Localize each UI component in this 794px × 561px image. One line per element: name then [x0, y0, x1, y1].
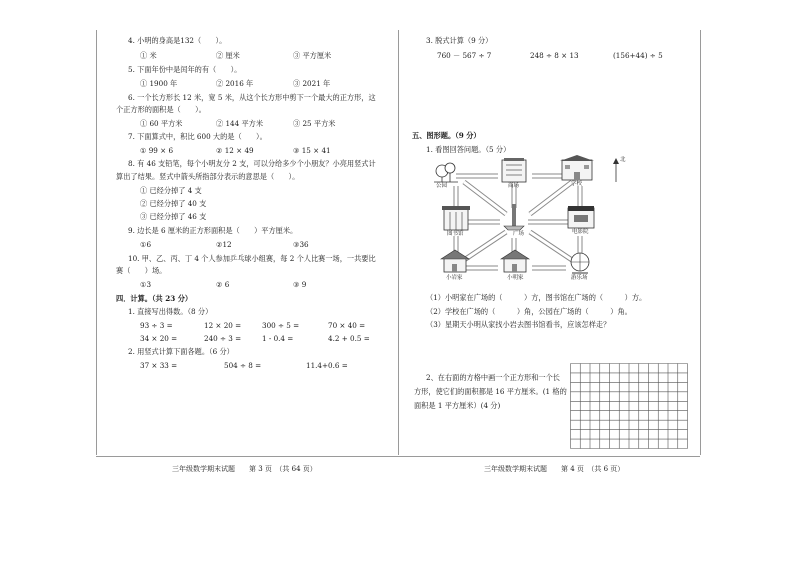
map-label-playground: 游乐场	[571, 275, 588, 281]
q5-opt-3: ③ 2021 年	[293, 79, 331, 88]
q10-opt-3: ③ 9	[293, 280, 307, 289]
mental-calc-6: 240 ÷ 3 =	[204, 334, 242, 343]
mental-calc-2: 12 × 20 =	[204, 321, 242, 330]
vertical-calc-2: 504 ÷ 8 =	[224, 361, 262, 370]
grid-question-line-3: 面积是 1 平方厘米）(4 分)	[414, 401, 501, 410]
map-label-park: 公园	[436, 183, 448, 189]
north-arrow-icon	[613, 158, 619, 182]
right-footer: 三年级数学期末试题 第 4 页 （共 6 页）	[484, 465, 625, 473]
q8-opt-1: ① 已经分掉了 4 支	[140, 186, 202, 195]
q10-opt-2: ② 6	[216, 280, 230, 289]
q9-text: 9. 边长是 6 厘米的正方形面积是（ ）平方厘米。	[128, 226, 298, 235]
q5-opt-1: ① 1900 年	[140, 79, 178, 88]
q10-opt-1: ①3	[140, 280, 152, 289]
map-question-2: （2）学校在广场的（ ）角，公园在广场的（ ）角。	[426, 307, 632, 316]
q9-opt-1: ①6	[140, 240, 152, 249]
school-icon	[560, 155, 594, 180]
q9-opt-3: ③36	[293, 240, 309, 249]
map-label-xiaoyan: 小岩家	[446, 275, 463, 281]
map-label-mall: 商场	[508, 183, 520, 189]
mall-icon	[502, 158, 526, 182]
q4-opt-1: ① 米	[140, 51, 157, 60]
q6-opt-2: ② 144 平方米	[216, 119, 264, 128]
map-label-school: 学校	[571, 181, 583, 187]
grid-question-line-2: 方形，使它们的面积都是 16 平方厘米。(1 格的	[414, 387, 567, 396]
q3-text: 3. 脱式计算（9 分）	[426, 36, 493, 45]
q6-line-2: 个正方形的面积是（ ）。	[116, 105, 206, 114]
map-label-square: 广场	[513, 231, 525, 237]
left-margin-line	[96, 30, 97, 455]
q6-line-1: 6. 一个长方形长 12 米，宽 5 米，从这个长方形中剪下一个最大的正方形，这	[128, 93, 376, 102]
q7-opt-2: ② 12 × 49	[216, 146, 254, 155]
square-icon	[504, 204, 524, 230]
vertical-calc-1: 37 × 33 =	[140, 361, 178, 370]
q4-opt-2: ② 厘米	[216, 51, 240, 60]
section-4-sub-1: 1. 直接写出得数。（8 分）	[128, 307, 213, 316]
map-svg	[428, 152, 628, 286]
q8-line-2: 算出了结果。竖式中箭头所指部分表示的意思是（ ）。	[116, 172, 300, 181]
mental-calc-3: 300 ÷ 5 =	[262, 321, 300, 330]
q4-text: 4. 小明的身高是132（ ）。	[128, 36, 227, 45]
q3-item-3: (156+44) ÷ 5	[613, 51, 663, 60]
xiaoming-home-icon	[501, 250, 529, 272]
xiaoyan-home-icon	[441, 250, 469, 272]
map-label-library: 图书馆	[447, 231, 464, 237]
q4-opt-3: ③ 平方厘米	[293, 51, 332, 60]
q7-opt-3: ③ 15 × 41	[293, 146, 331, 155]
map-figure	[428, 152, 628, 286]
map-label-north: 北	[620, 157, 626, 163]
q7-opt-1: ① 99 × 6	[140, 146, 174, 155]
cinema-icon	[568, 206, 594, 228]
map-question-3: （3）星期天小明从家找小岩去图书馆看书，应该怎样走？	[426, 320, 611, 329]
map-label-cinema: 电影院	[572, 229, 589, 235]
mental-calc-4: 70 × 40 =	[328, 321, 366, 330]
mental-calc-1: 93 ÷ 3 =	[140, 321, 173, 330]
map-label-xiaoming: 小明家	[507, 275, 524, 281]
left-footer: 三年级数学期末试题 第 3 页 （共 64 页）	[172, 465, 317, 473]
q8-opt-3: ③ 已经分掉了 46 支	[140, 212, 207, 221]
q3-item-1: 760 － 567 ÷ 7	[437, 51, 492, 60]
q10-line-2: 赛（ ）场。	[116, 266, 167, 275]
q10-line-1: 10. 甲、乙、丙、丁 4 个人参加乒乓球小组赛，每 2 个人比赛一场，一共要比	[128, 254, 376, 263]
mental-calc-7: 1 - 0.4 =	[262, 334, 294, 343]
drawing-grid[interactable]	[570, 363, 688, 449]
vertical-calc-3: 11.4+0.6 =	[306, 361, 348, 370]
section-4-title: 四．计算。（共 23 分）	[116, 294, 193, 303]
center-divider-line	[398, 30, 399, 455]
q6-opt-3: ③ 25 平方米	[293, 119, 336, 128]
playground-icon	[571, 253, 589, 273]
section-5-title: 五、图形题。（9 分）	[412, 131, 481, 140]
footer-rule	[96, 456, 700, 457]
grid-question-line-1: 2、在右面的方格中画一个正方形和一个长	[426, 373, 560, 382]
q3-item-2: 248 ÷ 8 × 13	[530, 51, 579, 60]
q6-opt-1: ① 60 平方米	[140, 119, 183, 128]
park-icon	[434, 163, 458, 182]
q5-text: 5. 下面年份中是闰年的有（ ）。	[128, 65, 242, 74]
q8-line-1: 8. 有 46 支铅笔，每个小明友分 2 支，可以分给多少个小朋友？小亮用竖式计	[128, 159, 376, 168]
section-5-sub-1: 1. 看图回答问题。（5 分）	[426, 145, 511, 154]
q9-opt-2: ②12	[216, 240, 232, 249]
library-icon	[442, 206, 470, 230]
q5-opt-2: ② 2016 年	[216, 79, 254, 88]
map-question-1: （1）小明家在广场的（ ）方，图书馆在广场的（ ）方。	[426, 293, 647, 302]
right-margin-line	[700, 30, 701, 455]
q7-text: 7. 下面算式中，积比 600 大的是（ ）。	[128, 132, 267, 141]
mental-calc-8: 4.2 + 0.5 =	[328, 334, 370, 343]
section-4-sub-2: 2. 用竖式计算下面各题。（6 分）	[128, 347, 234, 356]
q8-opt-2: ② 已经分掉了 40 支	[140, 199, 207, 208]
mental-calc-5: 34 × 20 =	[140, 334, 178, 343]
